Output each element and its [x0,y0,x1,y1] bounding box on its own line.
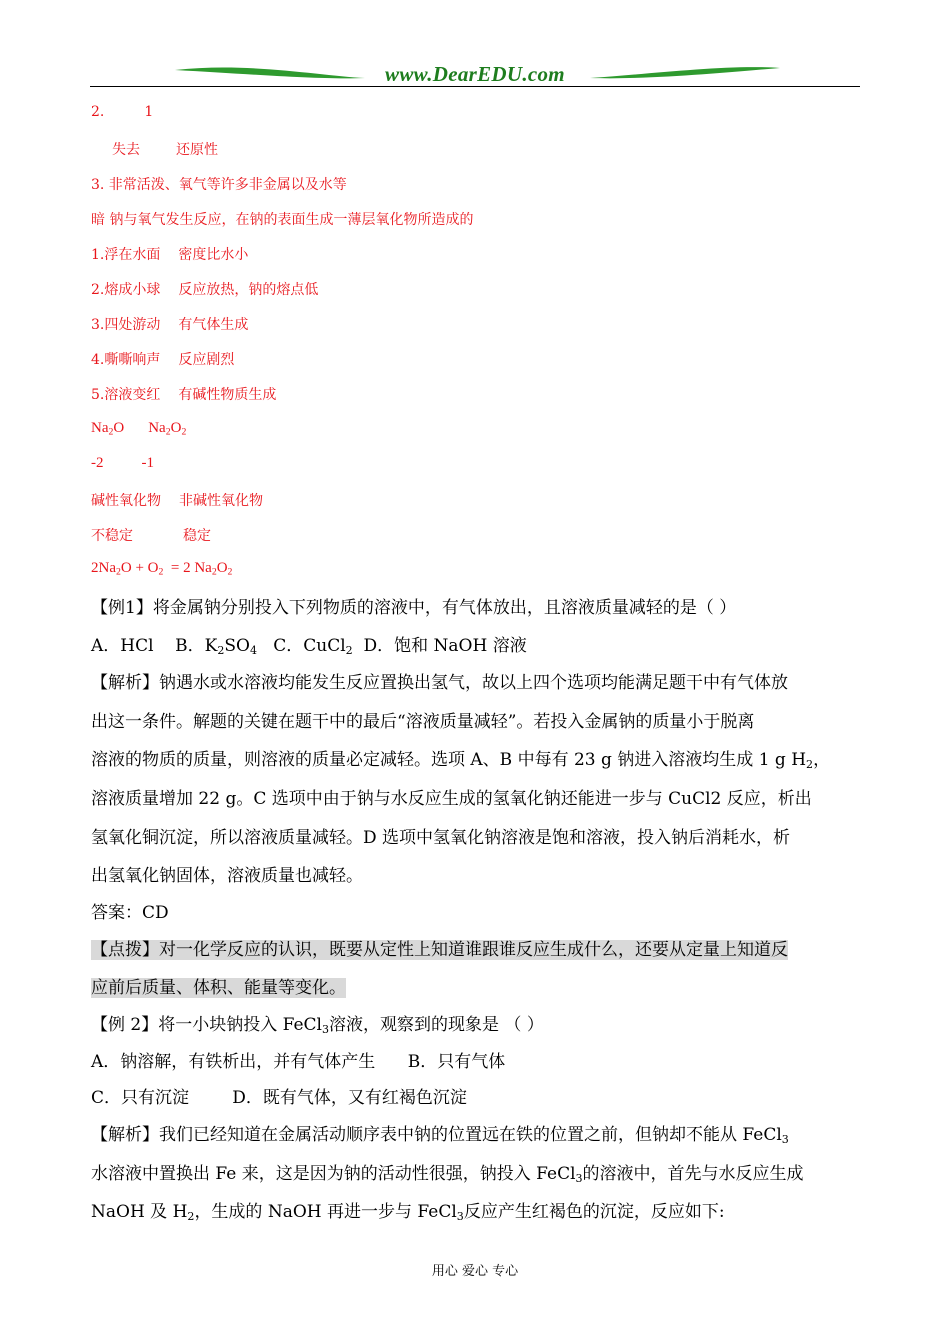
example2-options-line-2: C．只有沉淀 D．既有气体，又有红褐色沉淀 [91,1088,467,1108]
note-line-2: 失去 还原性 [112,142,218,158]
example2-analysis-line-1: 【解析】我们已经知道在金属活动顺序表中钠的位置远在铁的位置之前，但钠却不能从 FeCl$_3$ [91,1125,789,1146]
example1-analysis-line-5: 氢氧化铜沉淀，所以溶液质量减轻。D 选项中氢氧化钠溶液是饱和溶液，投入钠后消耗水，析 [91,828,791,848]
note-line-9: 5.溶液变红 有碱性物质生成 [91,387,277,403]
note-line-12: 碱性氧化物 非碱性氧化物 [91,493,263,509]
tip-line-1: 【点拨】对一化学反应的认识，既要从定性上知道谁跟谁反应生成什么，还要从定量上知道反 [91,940,788,960]
example2-analysis-line-3: NaOH 及 $H_2$，生成的 NaOH 再进一步与 FeCl$_3$反应产生红褐色的沉淀，反应如下: [91,1202,725,1223]
example2-analysis-line-2: 水溶液中置换出 Fe 来，这是因为钠的活动性很强，钠投入 FeCl$_3$的溶液中，首先与水反应生成 [91,1164,804,1185]
example2-question: 【例 2】将一小块钠投入 FeCl$_3$溶液，观察到的现象是 （ ） [91,1015,544,1036]
header-logo: www.DearEDU.com [385,62,565,86]
example1-analysis-line-4: 溶液质量增加 22 g。C 选项中由于钠与水反应生成的氢氧化钠还能进一步与 CuCl2 反应，析出 [91,789,812,809]
note-line-8: 4.嘶嘶响声 反应剧烈 [91,352,235,368]
note-line-1: 2. 1 [91,104,154,120]
note-line-11: -2 -1 [91,455,154,471]
page-footer: 用心 爱心 专心 [431,1264,519,1279]
page-header [90,58,860,90]
note-line-7: 3.四处游动 有气体生成 [91,317,249,333]
example1-options: A．HCl B．$K_2SO_4$ C．CuCl$_2$ D．饱和 NaOH 溶液 [91,636,527,657]
example1-analysis-line-3: 溶液的物质的质量，则溶液的质量必定减轻。选项 A、B 中每有 23 g 钠进入溶液均生成 1 g $H_2$， [91,750,831,771]
note-line-4: 暗 钠与氧气发生反应，在钠的表面生成一薄层氧化物所造成的 [91,212,474,228]
example1-analysis-line-6: 出氢氧化钠固体，溶液质量也减轻。 [91,866,363,886]
note-line-14-equation: $2Na_2O + O_2 = 2$ $Na_2O_2$ [91,560,233,578]
note-line-3: 3. 非常活泼、氧气等许多非金属以及水等 [91,177,347,193]
note-line-6: 2.熔成小球 反应放热，钠的熔点低 [91,282,319,298]
note-line-13: 不稳定 稳定 [91,528,211,544]
tip-line-2: 应前后质量、体积、能量等变化。 [91,978,346,998]
example1-analysis-line-2: 出这一条件。解题的关键在题干中的最后“溶液质量减轻”。若投入金属钠的质量小于脱离 [91,712,755,732]
example1-analysis-line-1: 【解析】钠遇水或水溶液均能发生反应置换出氢气，故以上四个选项均能满足题干中有气体放 [91,673,788,693]
header-rule [90,86,860,87]
example1-question: 【例1】将金属钠分别投入下列物质的溶液中，有气体放出，且溶液质量减轻的是（ ） [91,598,737,618]
note-line-5: 1.浮在水面 密度比水小 [91,247,249,263]
example2-options-line-1: A．钠溶解，有铁析出，并有气体产生 B．只有气体 [91,1052,506,1072]
note-line-10: $Na_2O$ $Na_2O_2$ [91,420,187,438]
example1-answer: 答案：CD [91,903,169,923]
